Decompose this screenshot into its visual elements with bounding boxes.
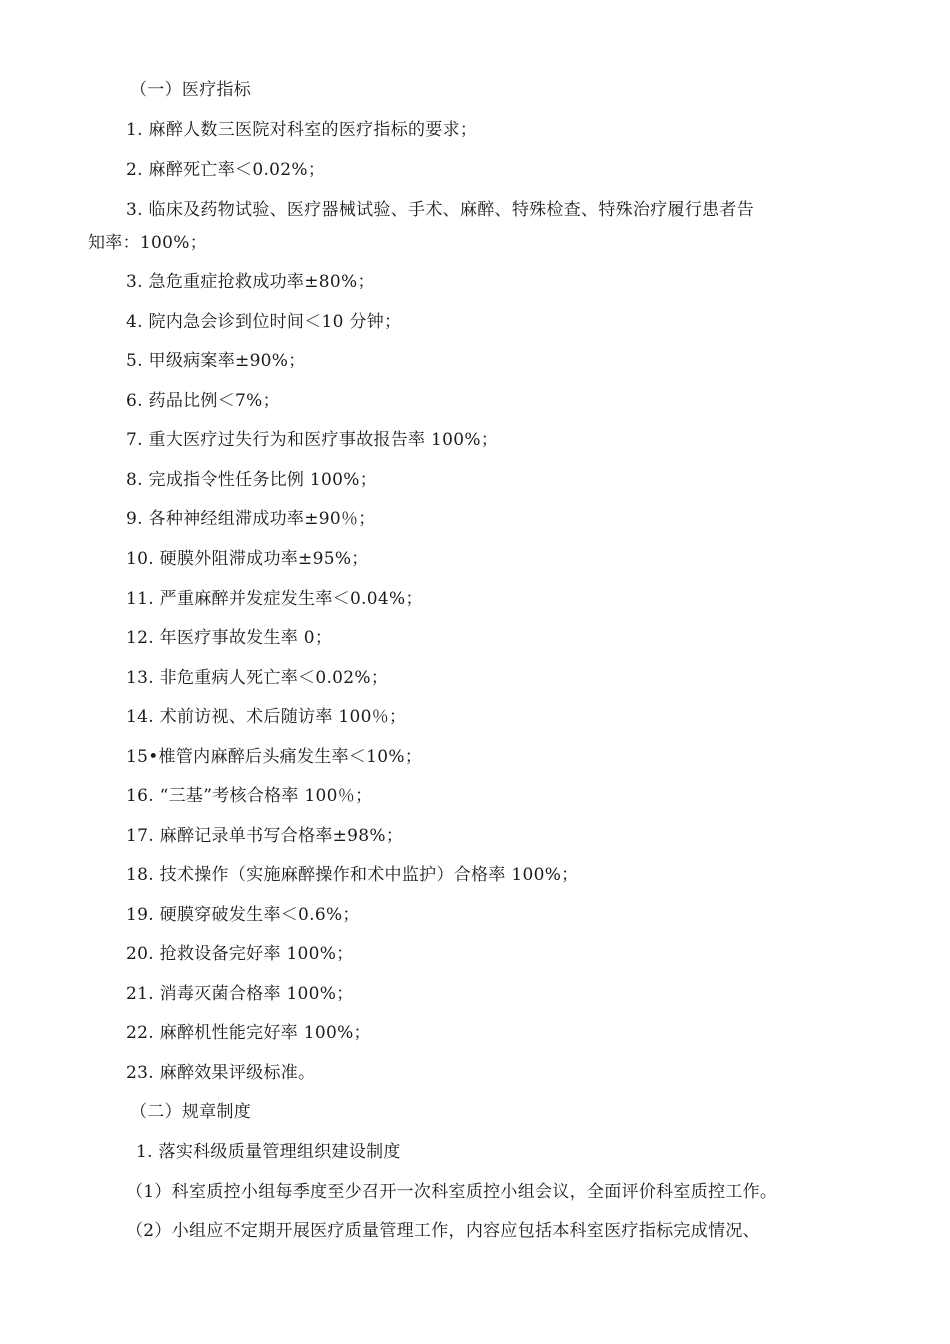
list-item: 20. 抢救设备完好率 100%； [126,944,354,964]
list-item: 7. 重大医疗过失行为和医疗事故报告率 100%； [126,430,499,450]
section2-subitem: （2）小组应不定期开展医疗质量管理工作，内容应包括本科室医疗指标完成情况、 [126,1221,760,1241]
list-item: 5. 甲级病案率±90%； [126,351,306,371]
section2-item: 1. 落实科级质量管理组织建设制度 [136,1142,401,1162]
list-item: 2. 麻醉死亡率＜0.02%； [126,160,326,180]
list-item: 11. 严重麻醉并发症发生率＜0.04%； [126,589,423,609]
list-item: 15•椎管内麻醉后头痛发生率＜10%； [126,747,423,767]
list-item: 1. 麻醉人数三医院对科室的医疗指标的要求； [126,120,478,140]
section-heading-medical-indicators: （一）医疗指标 [130,80,252,100]
list-item: 22. 麻醉机性能完好率 100%； [126,1023,371,1043]
list-item: 16. “三基”考核合格率 100％； [126,786,373,806]
list-item: 4. 院内急会诊到位时间＜10 分钟； [126,312,402,332]
list-item-continuation: 知率：100%； [88,233,208,253]
list-item: 9. 各种神经组滞成功率±90％； [126,509,376,529]
section2-subitem: （1）科室质控小组每季度至少召开一次科室质控小组会议，全面评价科室质控工作。 [126,1182,778,1202]
list-item: 13. 非危重病人死亡率＜0.02%； [126,668,389,688]
list-item: 3. 临床及药物试验、医疗器械试验、手术、麻醉、特殊检查、特殊治疗履行患者告 [126,200,755,220]
list-item: 19. 硬膜穿破发生率＜0.6%； [126,905,360,925]
section-heading-regulations: （二）规章制度 [130,1102,252,1122]
list-item: 17. 麻醉记录单书写合格率±98%； [126,826,404,846]
list-item: 18. 技术操作（实施麻醉操作和术中监护）合格率 100%； [126,865,579,885]
list-item: 3. 急危重症抢救成功率±80%； [126,272,375,292]
list-item: 10. 硬膜外阻滞成功率±95%； [126,549,369,569]
list-item: 14. 术前访视、术后随访率 100％； [126,707,407,727]
list-item: 12. 年医疗事故发生率 0； [126,628,333,648]
list-item: 21. 消毒灭菌合格率 100%； [126,984,354,1004]
list-item: 23. 麻醉效果评级标准。 [126,1063,316,1083]
list-item: 8. 完成指令性任务比例 100%； [126,470,378,490]
list-item: 6. 药品比例＜7%； [126,391,280,411]
